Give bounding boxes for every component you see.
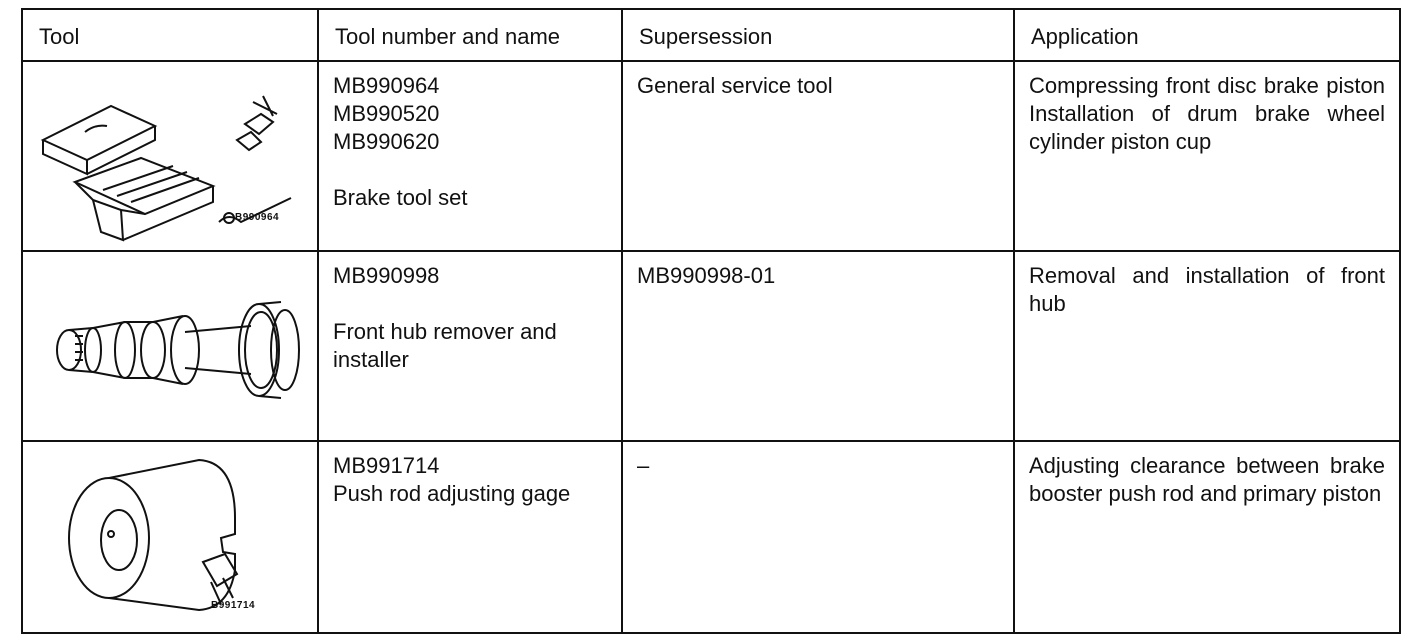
tool-illustration-cell: [22, 441, 318, 633]
tool-illustration-cell: [22, 251, 318, 441]
tool-number: MB990998: [333, 263, 440, 288]
tool-name: Push rod adjusting gage: [333, 481, 571, 506]
tool-name: Brake tool set: [333, 185, 468, 210]
table-row: [22, 251, 1400, 441]
tool-number-and-name-cell: [318, 251, 622, 441]
tool-number-and-name-cell: [318, 61, 622, 251]
tool-number: MB990964: [333, 73, 440, 98]
figure-code: B990964: [235, 212, 280, 223]
tool-number: MB990620: [333, 129, 440, 154]
tool-illustration-cell: [22, 61, 318, 251]
tool-number: MB990520: [333, 101, 440, 126]
figure-code: B991714: [211, 600, 256, 611]
front-hub-remover-icon: [23, 252, 315, 440]
application-cell: Adjusting clearance between brake booster push rod and primary piston: [1014, 441, 1400, 633]
application-cell: Compressing front disc brake piston Installation of drum brake wheel cylinder piston cup: [1014, 61, 1400, 251]
push-rod-gage-icon: [23, 442, 315, 630]
table-row: [22, 441, 1400, 633]
tool-number-and-name-cell: [318, 441, 622, 633]
supersession-cell: –: [622, 441, 1014, 633]
table-header-row: [22, 9, 1400, 61]
special-tools-table: [21, 8, 1401, 634]
tool-name: Front hub remover and installer: [333, 319, 557, 372]
header-supersession: Supersession: [622, 9, 1014, 61]
application-cell: Removal and installation of front hub: [1014, 251, 1400, 441]
header-application: Application: [1014, 9, 1400, 61]
supersession-cell: General service tool: [622, 61, 1014, 251]
header-tool: Tool: [22, 9, 318, 61]
supersession-cell: MB990998-01: [622, 251, 1014, 441]
header-tool-number-and-name: Tool number and name: [318, 9, 622, 61]
tool-number: MB991714: [333, 453, 440, 478]
table-row: [22, 61, 1400, 251]
